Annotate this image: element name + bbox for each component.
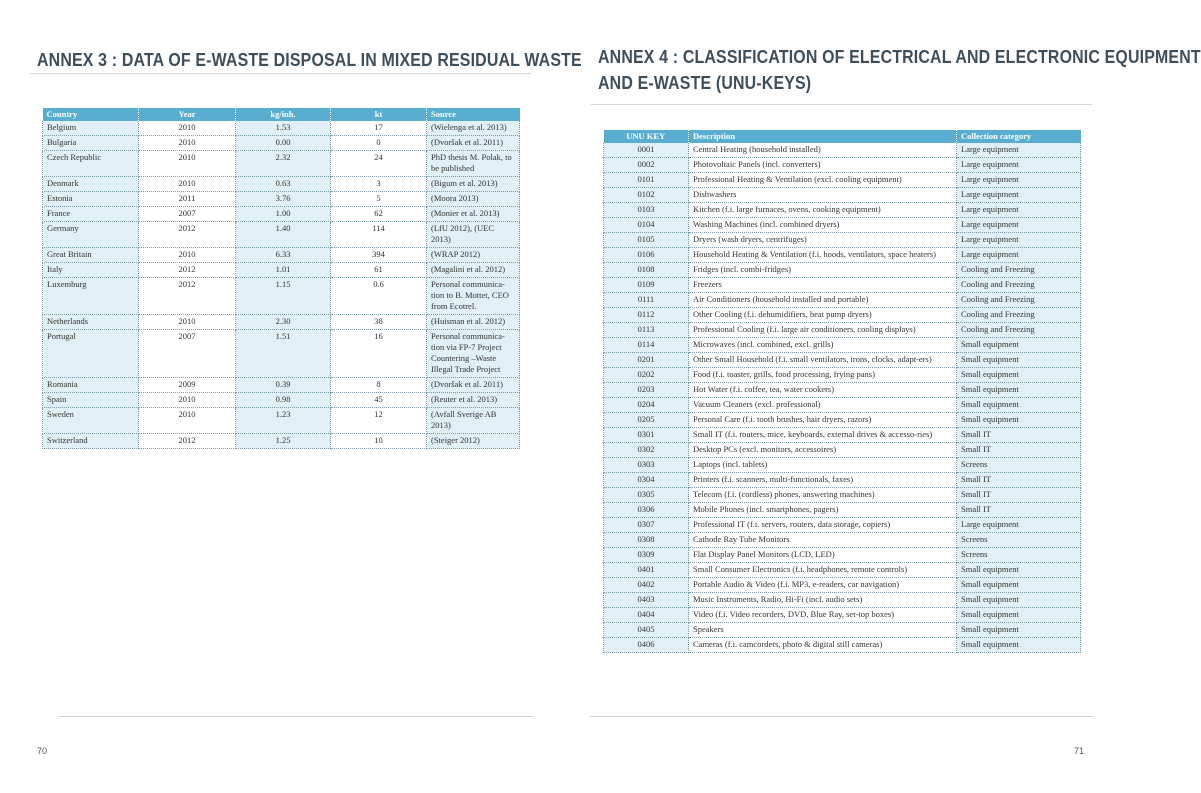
description-cell: Printers (f.i. scanners, multi-functionals, faxes): [689, 473, 957, 488]
collection-category-cell: Large equipment: [957, 233, 1081, 248]
description-cell: Washing Machines (incl. combined dryers): [689, 218, 957, 233]
year-cell: 2010: [139, 151, 236, 177]
right-page: [561, 0, 1201, 793]
collection-category-cell: Cooling and Freezing: [957, 278, 1081, 293]
collection-category-cell: Small equipment: [957, 368, 1081, 383]
year-cell: 2012: [139, 222, 236, 248]
description-cell: Laptops (incl. tablets): [689, 458, 957, 473]
description-cell: Kitchen (f.i. large furnaces, ovens, cooking equipment): [689, 203, 957, 218]
year-cell: 2012: [139, 263, 236, 278]
table-row: [604, 398, 1081, 413]
country-cell: Spain: [43, 393, 139, 408]
table-row: [604, 143, 1081, 158]
table-row: [604, 308, 1081, 323]
kt-cell: 24: [331, 151, 427, 177]
unu-key-cell: 0114: [604, 338, 689, 353]
unu-key-cell: 0404: [604, 608, 689, 623]
description-cell: Other Small Household (f.i. small ventilators, irons, clocks, adapt-ers): [689, 353, 957, 368]
description-cell: Dryers (wash dryers, centrifuges): [689, 233, 957, 248]
description-cell: Other Cooling (f.i. dehumidifiers, heat pump dryers): [689, 308, 957, 323]
collection-category-cell: Screens: [957, 458, 1081, 473]
table-row: [604, 233, 1081, 248]
table-row: [43, 434, 520, 449]
collection-category-cell: Small equipment: [957, 413, 1081, 428]
kg-per-inhabitant-cell: 2.32: [236, 151, 331, 177]
country-cell: Sweden: [43, 408, 139, 434]
table-header-row: [43, 108, 520, 121]
country-cell: Great Britain: [43, 248, 139, 263]
table-row: [43, 121, 520, 136]
kt-cell: 3: [331, 177, 427, 192]
unu-key-cell: 0309: [604, 548, 689, 563]
collection-category-cell: Large equipment: [957, 173, 1081, 188]
table-row: [604, 578, 1081, 593]
collection-category-cell: Small IT: [957, 428, 1081, 443]
source-cell: (Avfall Sverige AB 2013): [427, 408, 520, 434]
collection-category-cell: Small IT: [957, 503, 1081, 518]
kg-per-inhabitant-cell: 1.25: [236, 434, 331, 449]
unu-key-cell: 0203: [604, 383, 689, 398]
table-body: [43, 121, 520, 449]
collection-category-cell: Small equipment: [957, 578, 1081, 593]
collection-category-cell: Small IT: [957, 443, 1081, 458]
kg-per-inhabitant-cell: 0.98: [236, 393, 331, 408]
description-cell: Professional Heating & Ventilation (excl. cooling equipment): [689, 173, 957, 188]
unu-key-cell: 0201: [604, 353, 689, 368]
unu-key-cell: 0401: [604, 563, 689, 578]
source-cell: (Moora 2013): [427, 192, 520, 207]
country-cell: Italy: [43, 263, 139, 278]
collection-category-cell: Cooling and Freezing: [957, 323, 1081, 338]
unu-keys-table: [603, 130, 1081, 653]
heading-rule: [591, 104, 1092, 105]
country-cell: Portugal: [43, 330, 139, 378]
unu-key-cell: 0308: [604, 533, 689, 548]
country-cell: Czech Republic: [43, 151, 139, 177]
description-cell: Cameras (f.i. camcorders, photo & digital still cameras): [689, 638, 957, 653]
country-cell: Estonia: [43, 192, 139, 207]
table-header-row: [604, 130, 1081, 143]
source-cell: (Reuter et al. 2013): [427, 393, 520, 408]
source-cell: (Wielenga et al. 2013): [427, 121, 520, 136]
table-row: [604, 563, 1081, 578]
table-row: [604, 338, 1081, 353]
unu-key-cell: 0405: [604, 623, 689, 638]
collection-category-cell: Large equipment: [957, 143, 1081, 158]
table-row: [604, 368, 1081, 383]
description-cell: Portable Audio & Video (f.i. MP3, e-readers, car navigation): [689, 578, 957, 593]
description-cell: Vacuum Cleaners (excl. professional): [689, 398, 957, 413]
table-row: [604, 488, 1081, 503]
table-row: [604, 293, 1081, 308]
year-cell: 2010: [139, 121, 236, 136]
kg-per-inhabitant-cell: 6.33: [236, 248, 331, 263]
table-row: [43, 278, 520, 315]
description-cell: Household Heating & Ventilation (f.i. hoods, ventilators, space heaters): [689, 248, 957, 263]
annex4-heading-line2: AND E-WASTE (UNU-KEYS): [598, 72, 812, 93]
description-cell: Hot Water (f.i. coffee, tea, water cookers): [689, 383, 957, 398]
table-row: [43, 177, 520, 192]
unu-key-cell: 0403: [604, 593, 689, 608]
col-header-country: Country: [43, 108, 139, 121]
year-cell: 2011: [139, 192, 236, 207]
kt-cell: 12: [331, 408, 427, 434]
unu-key-cell: 0001: [604, 143, 689, 158]
source-cell: (WRAP 2012): [427, 248, 520, 263]
table-row: [43, 315, 520, 330]
col-header-source: Source: [427, 108, 520, 121]
description-cell: Professional Cooling (f.i. large air conditioners, cooling displays): [689, 323, 957, 338]
table-row: [604, 383, 1081, 398]
description-cell: Speakers: [689, 623, 957, 638]
kg-per-inhabitant-cell: 2.30: [236, 315, 331, 330]
unu-key-cell: 0301: [604, 428, 689, 443]
source-cell: Personal communica-tion via FP-7 Project Countering –Waste Illegal Trade Project: [427, 330, 520, 378]
description-cell: Photovoltaic Panels (incl. converters): [689, 158, 957, 173]
annex4-heading-line1: ANNEX 4 : CLASSIFICATION OF ELECTRICAL AND ELECTRONIC EQUIPMENT: [598, 46, 1201, 67]
unu-key-cell: 0113: [604, 323, 689, 338]
table-row: [604, 203, 1081, 218]
col-header-collection-category: Collection category: [957, 130, 1081, 143]
table-row: [604, 608, 1081, 623]
footer-rule: [59, 716, 533, 717]
unu-key-cell: 0106: [604, 248, 689, 263]
year-cell: 2010: [139, 408, 236, 434]
table-row: [604, 353, 1081, 368]
description-cell: Dishwashers: [689, 188, 957, 203]
kg-per-inhabitant-cell: 1.00: [236, 207, 331, 222]
year-cell: 2010: [139, 315, 236, 330]
kg-per-inhabitant-cell: 3.76: [236, 192, 331, 207]
table-row: [604, 473, 1081, 488]
kg-per-inhabitant-cell: 1.51: [236, 330, 331, 378]
col-header-unu-key: UNU KEY: [604, 130, 689, 143]
kg-per-inhabitant-cell: 0.39: [236, 378, 331, 393]
left-page: [0, 0, 582, 793]
collection-category-cell: Cooling and Freezing: [957, 308, 1081, 323]
description-cell: Central Heating (household installed): [689, 143, 957, 158]
collection-category-cell: Small equipment: [957, 593, 1081, 608]
country-cell: Germany: [43, 222, 139, 248]
unu-key-cell: 0109: [604, 278, 689, 293]
table-row: [604, 533, 1081, 548]
table-row: [604, 428, 1081, 443]
kg-per-inhabitant-cell: 1.01: [236, 263, 331, 278]
table-row: [43, 248, 520, 263]
kt-cell: 17: [331, 121, 427, 136]
kt-cell: 61: [331, 263, 427, 278]
kg-per-inhabitant-cell: 1.15: [236, 278, 331, 315]
unu-key-cell: 0305: [604, 488, 689, 503]
unu-key-cell: 0302: [604, 443, 689, 458]
table-row: [604, 548, 1081, 563]
collection-category-cell: Small equipment: [957, 608, 1081, 623]
collection-category-cell: Small equipment: [957, 398, 1081, 413]
kt-cell: 8: [331, 378, 427, 393]
kt-cell: 45: [331, 393, 427, 408]
description-cell: Fridges (incl. combi-fridges): [689, 263, 957, 278]
unu-key-cell: 0112: [604, 308, 689, 323]
collection-category-cell: Small equipment: [957, 638, 1081, 653]
country-cell: France: [43, 207, 139, 222]
description-cell: Air Conditioners (household installed and portable): [689, 293, 957, 308]
unu-key-cell: 0303: [604, 458, 689, 473]
table-row: [43, 330, 520, 378]
collection-category-cell: Large equipment: [957, 248, 1081, 263]
table-row: [604, 173, 1081, 188]
description-cell: Small Consumer Electronics (f.i. headphones, remote controls): [689, 563, 957, 578]
country-cell: Belgium: [43, 121, 139, 136]
kt-cell: 0.6: [331, 278, 427, 315]
collection-category-cell: Large equipment: [957, 203, 1081, 218]
source-cell: (Monier et al. 2013): [427, 207, 520, 222]
table-row: [43, 393, 520, 408]
year-cell: 2010: [139, 177, 236, 192]
collection-category-cell: Large equipment: [957, 218, 1081, 233]
year-cell: 2010: [139, 136, 236, 151]
description-cell: Cathode Ray Tube Monitors: [689, 533, 957, 548]
unu-key-cell: 0002: [604, 158, 689, 173]
country-cell: Netherlands: [43, 315, 139, 330]
table-row: [43, 151, 520, 177]
table-row: [43, 222, 520, 248]
kg-per-inhabitant-cell: 1.23: [236, 408, 331, 434]
col-header-year: Year: [139, 108, 236, 121]
unu-key-cell: 0104: [604, 218, 689, 233]
kg-per-inhabitant-cell: 0.00: [236, 136, 331, 151]
table-row: [604, 593, 1081, 608]
year-cell: 2012: [139, 278, 236, 315]
description-cell: Telecom (f.i. (cordless) phones, answering machines): [689, 488, 957, 503]
table-row: [604, 188, 1081, 203]
year-cell: 2007: [139, 330, 236, 378]
footer-rule: [590, 716, 1093, 717]
kt-cell: 10: [331, 434, 427, 449]
source-cell: Personal communica-tion to B. Mottet, CEO from Ecotrel.: [427, 278, 520, 315]
table-row: [43, 408, 520, 434]
collection-category-cell: Screens: [957, 533, 1081, 548]
collection-category-cell: Cooling and Freezing: [957, 293, 1081, 308]
year-cell: 2010: [139, 393, 236, 408]
year-cell: 2009: [139, 378, 236, 393]
unu-key-cell: 0102: [604, 188, 689, 203]
table-row: [604, 443, 1081, 458]
unu-key-cell: 0204: [604, 398, 689, 413]
collection-category-cell: Large equipment: [957, 158, 1081, 173]
heading-rule: [30, 73, 531, 74]
kt-cell: 5: [331, 192, 427, 207]
unu-key-cell: 0108: [604, 263, 689, 278]
description-cell: Small IT (f.i. routers, mice, keyboards, external drives & accesso-ries): [689, 428, 957, 443]
unu-key-cell: 0406: [604, 638, 689, 653]
col-header-description: Description: [689, 130, 957, 143]
col-header-kg-per-inhabitant: kg/inh.: [236, 108, 331, 121]
kg-per-inhabitant-cell: 1.40: [236, 222, 331, 248]
kg-per-inhabitant-cell: 1.53: [236, 121, 331, 136]
source-cell: (Dvoršak et al. 2011): [427, 136, 520, 151]
kt-cell: 16: [331, 330, 427, 378]
country-cell: Switzerland: [43, 434, 139, 449]
kg-per-inhabitant-cell: 0.63: [236, 177, 331, 192]
description-cell: Food (f.i. toaster, grills, food processing, frying pans): [689, 368, 957, 383]
kt-cell: 0: [331, 136, 427, 151]
collection-category-cell: Small equipment: [957, 563, 1081, 578]
source-cell: (Steiger 2012): [427, 434, 520, 449]
description-cell: Microwaves (incl. combined, excl. grills): [689, 338, 957, 353]
table-row: [604, 638, 1081, 653]
table-body: [604, 143, 1081, 653]
source-cell: PhD thesis M. Polak, to be published: [427, 151, 520, 177]
table-row: [604, 263, 1081, 278]
country-cell: Romania: [43, 378, 139, 393]
unu-key-cell: 0111: [604, 293, 689, 308]
country-cell: Luxemburg: [43, 278, 139, 315]
collection-category-cell: Screens: [957, 548, 1081, 563]
unu-key-cell: 0402: [604, 578, 689, 593]
page-number: 71: [1074, 746, 1085, 756]
description-cell: Personal Care (f.i. tooth brushes, hair dryers, razors): [689, 413, 957, 428]
table-row: [43, 192, 520, 207]
collection-category-cell: Large equipment: [957, 188, 1081, 203]
source-cell: (Magalini et al. 2012): [427, 263, 520, 278]
description-cell: Flat Display Panel Monitors (LCD, LED): [689, 548, 957, 563]
source-cell: (Huisman et al. 2012): [427, 315, 520, 330]
kt-cell: 62: [331, 207, 427, 222]
table-row: [43, 378, 520, 393]
source-cell: (Dvoršak et al. 2011): [427, 378, 520, 393]
year-cell: 2012: [139, 434, 236, 449]
year-cell: 2010: [139, 248, 236, 263]
e-waste-disposal-table: [42, 108, 520, 449]
annex4-heading: [598, 44, 1201, 96]
table-row: [604, 623, 1081, 638]
col-header-kt: kt: [331, 108, 427, 121]
country-cell: Bulgaria: [43, 136, 139, 151]
table-row: [43, 207, 520, 222]
collection-category-cell: Cooling and Freezing: [957, 263, 1081, 278]
table-row: [43, 263, 520, 278]
table-row: [604, 248, 1081, 263]
collection-category-cell: Small IT: [957, 488, 1081, 503]
table-row: [604, 518, 1081, 533]
kt-cell: 38: [331, 315, 427, 330]
collection-category-cell: Large equipment: [957, 518, 1081, 533]
table-row: [43, 136, 520, 151]
page-number: 70: [37, 746, 48, 756]
year-cell: 2007: [139, 207, 236, 222]
country-cell: Denmark: [43, 177, 139, 192]
annex3-heading: ANNEX 3 : DATA OF E-WASTE DISPOSAL IN MIXED RESIDUAL WASTE: [37, 49, 582, 70]
table-row: [604, 158, 1081, 173]
kt-cell: 394: [331, 248, 427, 263]
description-cell: Video (f.i. Video recorders, DVD, Blue Ray, set-top boxes): [689, 608, 957, 623]
description-cell: Freezers: [689, 278, 957, 293]
table-row: [604, 413, 1081, 428]
unu-key-cell: 0306: [604, 503, 689, 518]
description-cell: Professional IT (f.i. servers, routers, data storage, copiers): [689, 518, 957, 533]
collection-category-cell: Small equipment: [957, 353, 1081, 368]
source-cell: (Bigum et al. 2013): [427, 177, 520, 192]
unu-key-cell: 0103: [604, 203, 689, 218]
unu-key-cell: 0202: [604, 368, 689, 383]
table-row: [604, 503, 1081, 518]
unu-key-cell: 0105: [604, 233, 689, 248]
description-cell: Music Instruments, Radio, Hi-Fi (incl. audio sets): [689, 593, 957, 608]
table-row: [604, 278, 1081, 293]
unu-key-cell: 0304: [604, 473, 689, 488]
collection-category-cell: Small equipment: [957, 623, 1081, 638]
unu-key-cell: 0101: [604, 173, 689, 188]
collection-category-cell: Small equipment: [957, 338, 1081, 353]
table-row: [604, 218, 1081, 233]
kt-cell: 114: [331, 222, 427, 248]
description-cell: Mobile Phones (incl. smartphones, pagers): [689, 503, 957, 518]
source-cell: (LfU 2012), (UEC 2013): [427, 222, 520, 248]
collection-category-cell: Small IT: [957, 473, 1081, 488]
unu-key-cell: 0307: [604, 518, 689, 533]
unu-key-cell: 0205: [604, 413, 689, 428]
table-row: [604, 323, 1081, 338]
collection-category-cell: Small equipment: [957, 383, 1081, 398]
description-cell: Desktop PCs (excl. monitors, accessoires): [689, 443, 957, 458]
table-row: [604, 458, 1081, 473]
